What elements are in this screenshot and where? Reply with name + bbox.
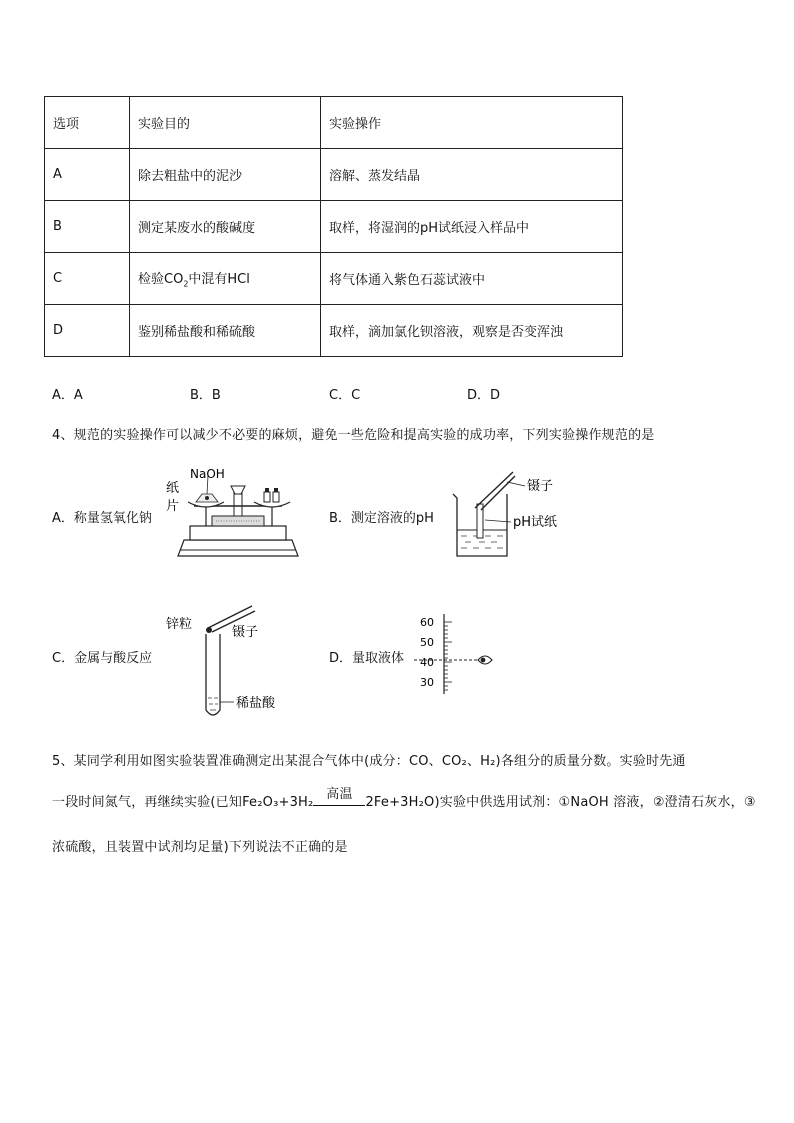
q4-option-c: C．金属与酸反应	[52, 651, 153, 666]
row-option: D	[45, 305, 130, 357]
answer-a: A．A	[52, 388, 83, 403]
balance-figure	[160, 464, 310, 560]
q5-line2-post: 2Fe+3H₂O)实验中供选用试剂：①NaOH 溶液，②澄清石灰水，③	[365, 795, 756, 810]
header-operation: 实验操作	[321, 97, 623, 149]
goal-sub: 2	[183, 279, 189, 289]
table-row	[45, 305, 623, 357]
q4-option-d: D．量取液体	[329, 651, 405, 666]
row-goal: 除去粗盐中的泥沙	[130, 149, 321, 201]
q4-option-b: B．测定溶液的pH	[329, 511, 434, 526]
goal-post: 中混有HCl	[188, 272, 250, 288]
answer-b: B．B	[190, 388, 221, 403]
table-row	[45, 149, 623, 201]
row-goal: 测定某废水的酸碱度	[130, 201, 321, 253]
row-option: B	[45, 201, 130, 253]
row-operation: 将气体通入紫色石蕊试液中	[321, 253, 623, 305]
ph-paper-label: pH试纸	[513, 515, 558, 530]
table-header-row	[45, 97, 623, 149]
row-operation: 取样，滴加氯化钡溶液，观察是否变浑浊	[321, 305, 623, 357]
table-row	[45, 201, 623, 253]
header-option: 选项	[45, 97, 130, 149]
table-row	[45, 253, 623, 305]
tweezers-label: 镊子	[527, 479, 554, 494]
q5-line2-pre: 一段时间氮气，再继续实验(已知Fe₂O₃+3H₂	[52, 795, 314, 810]
q5-line3: 浓硫酸，且装置中试剂均足量)下列说法不正确的是	[52, 840, 348, 855]
paper-label-2: 片	[166, 499, 180, 514]
answer-c: C．C	[329, 388, 361, 403]
reaction-condition	[313, 787, 365, 806]
zinc-label: 锌粒	[166, 617, 193, 632]
tick-40: 40	[420, 656, 434, 669]
answer-d: D．D	[467, 388, 501, 403]
row-goal: 鉴别稀盐酸和稀硫酸	[130, 305, 321, 357]
tweezers-label-c: 镊子	[232, 625, 259, 640]
naoh-label: NaOH	[190, 467, 225, 481]
condition-text: 高温	[326, 787, 353, 802]
acid-label: 稀盐酸	[236, 696, 276, 711]
tick-50: 50	[420, 636, 434, 649]
metal-acid-figure	[160, 604, 300, 724]
q5-line2	[52, 787, 756, 810]
paper-label-1: 纸	[166, 481, 180, 496]
ph-test-figure	[445, 468, 575, 562]
header-goal: 实验目的	[130, 97, 321, 149]
q4-option-a: A．称量氢氧化钠	[52, 511, 152, 526]
experiment-table	[44, 96, 623, 357]
row-option: A	[45, 149, 130, 201]
tick-30: 30	[420, 676, 434, 689]
goal-pre: 检验CO	[138, 272, 184, 288]
row-operation: 溶解、蒸发结晶	[321, 149, 623, 201]
row-operation: 取样，将湿润的pH试纸浸入样品中	[321, 201, 623, 253]
q4-stem: 4、规范的实验操作可以减少不必要的麻烦，避免一些危险和提高实验的成功率，下列实验操作规范的是	[52, 428, 655, 443]
row-option: C	[45, 253, 130, 305]
q5-line1: 5、某同学利用如图实验装置准确测定出某混合气体中(成分：CO、CO₂、H₂)各组分的质量分数。实验时先通	[52, 754, 686, 769]
cylinder-figure	[412, 612, 502, 696]
tick-60: 60	[420, 616, 434, 629]
row-goal	[130, 253, 321, 305]
